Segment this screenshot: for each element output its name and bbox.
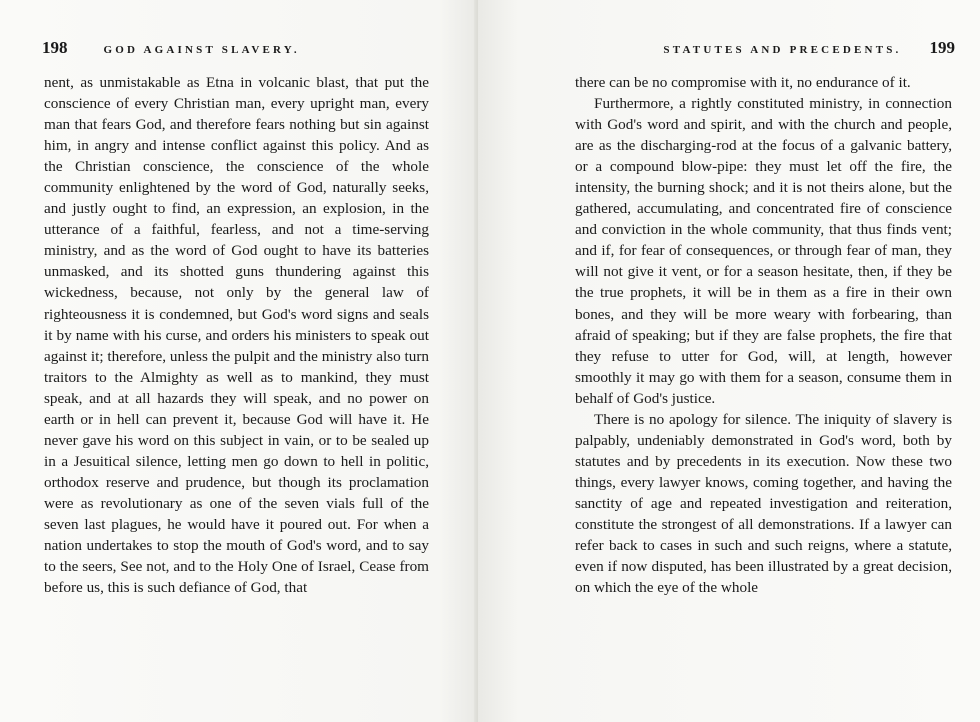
left-paragraph: nent, as unmistakable as Etna in volcanic blast, that put the conscience of every Christian man, every upright man, every man that fears God, and therefore fears nothing but sin against him, in angry and intense conflict against this policy. And as the Christian conscience, the conscience of the whole community enlightened by the word of God, naturally seeks, and justly ought to find, an expression, an explosion, in the utterance of a faithful, fearless, and not a time-serving ministry, and as the word of God ought to have its batteries unmasked, and its shotted guns thundering against this wickedness, because, not only by the general law of righteousness it is condemned, but God's word signs and seals it by name with his curse, and orders his ministers to speak out against it; therefore, unless the pulpit and the ministry also turn traitors to the Almighty as well as to mankind, they must speak, and at all hazards they will speak, and no power on earth or in hell can prevent it, because God will have it. He never gave his word on this subject in vain, or to be sealed up in a Jesuitical silence, letting men go down to hell in politic, orthodox reserve and prudence, but though its proclamation were as revolutionary as one of the seven vials full of the seven last plagues, he would have it poured out. For when a nation undertakes to stop the mouth of God's word, and to say to the seers, See not, and to the Holy One of Israel, Cease from before us, this is such defiance of God, that [44,74,429,597]
right-page [478,0,980,722]
right-paragraph-ministry: Furthermore, a rightly constituted ministry, in connection with God's word and spirit, and with the church and people, are as the discharging-rod at the focus of a galvanic battery, or a compound blow-pipe: they must let off the fire, the intensity, the burning shock; and it is not theirs alone, but the gathered, accumulating, and concentrated fire of conscience and conviction in the whole community, that thus finds vent; and if, for fear of consequences, or through fear of man, they will not give it vent, or for a season hesitate, then, if they be the true prophets, it will be in them as a fire in their own bones, and they will be more weary with forbearing, than afraid of speaking; but if they are false prophets, the fire that they refuse to utter for God, will, at length, however smoothly it may go with them for a season, consume them in behalf of God's justice. [575,95,952,407]
right-paragraph-apology: There is no apology for silence. The iniquity of slavery is palpably, undeniably demonstrated in God's word, both by statutes and by precedents in its execution. Now these two things, every lawyer knows, coming together, and having the sanctity of age and repeated investigation and reiteration, constitute the strongest of all demonstrations. If a lawyer can refer back to cases in such and such reigns, where a statute, even if now disputed, has been illustrated by a great decision, on which the eye of the whole [575,410,952,597]
right-running-title: STATUTES AND PRECEDENTS. [663,44,902,56]
right-page-number: 199 [929,38,955,57]
left-text-block [44,72,429,598]
right-running-head [573,38,955,62]
left-page [0,0,478,722]
left-running-title: GOD AGAINST SLAVERY. [103,44,300,56]
right-paragraph-continued: there can be no compromise with it, no endurance of it. [575,74,911,91]
left-running-head [42,38,430,62]
left-page-number: 198 [42,38,68,57]
right-text-block [575,72,952,598]
